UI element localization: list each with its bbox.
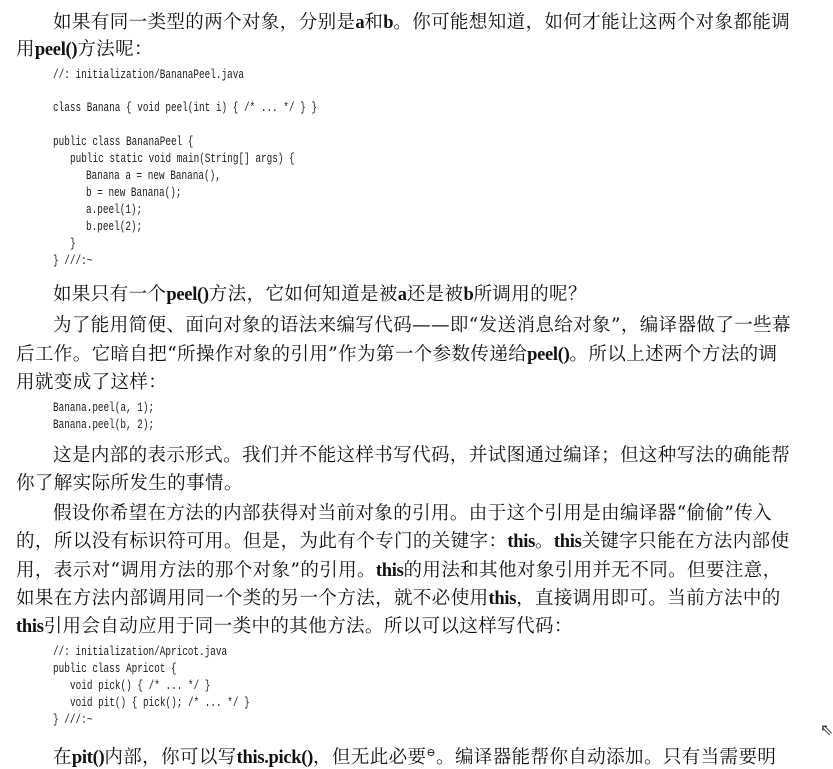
paragraph-line [16,560,782,582]
text-run: 你了解实际所发生的事情。 [16,473,243,494]
bold-term: this [375,561,404,581]
text-run: 关键字只能在方法内部使 [581,531,790,552]
bold-term: a [397,285,407,305]
bold-term: b [463,285,474,305]
bold-term: this [507,532,535,552]
paragraph-line [16,473,243,495]
paragraph-line [16,39,153,61]
bold-term: this [488,589,517,609]
code-line: a.peel(1); [86,202,143,217]
text-run: 用，表示对“调用方法的那个对象”的引用。 [16,560,376,581]
text-run: 和 [364,12,384,33]
paragraph-line [53,315,791,337]
code-line: public class Apricot { [53,661,177,676]
code-line: void pick() { /* ... */ } [70,678,211,693]
text-run: 方法呢： [77,39,153,60]
text-run: 。所以上述两个方法的调 [569,344,778,365]
bold-term: pit() [71,748,105,769]
code-line: Banana.peel(a, 1); [53,400,155,415]
bold-term: this [553,532,582,552]
code-line: } ///:~ [53,712,93,727]
code-line: public static void main(String[] args) { [70,151,295,166]
code-line: //: initialization/BananaPeel.java [53,67,244,82]
text-run: 方法，它如何知道是被 [208,284,398,305]
paragraph-line [16,531,789,553]
paragraph-line [16,616,573,638]
text-run: 如果有同一类型的两个对象，分别是 [53,12,356,33]
text-run: 用 [16,39,35,60]
bold-term: this.pick() [236,748,314,769]
bold-term: peel() [527,345,570,365]
text-run: 。你可能想知道，如何才能让这两个对象都能调 [393,12,791,33]
text-run: 在 [53,747,72,769]
paragraph-line [16,344,777,366]
bold-term: a [355,13,365,33]
code-line: } ///:~ [53,253,93,268]
mouse-cursor-icon: ⇖ [820,720,833,739]
code-line: Banana a = new Banana(), [86,168,221,183]
paragraph-line [53,12,790,34]
code-line: Banana.peel(b, 2); [53,417,155,432]
code-line: class Banana { void peel(int i) { /* ... */ } } [53,100,318,115]
paragraph-line [16,372,167,394]
text-run: 如果只有一个 [53,284,167,305]
text-run: 。编译器能帮你自动添加。只有当需要明 [436,747,777,769]
bold-term: this [16,617,44,637]
text-run: 为了能用简便、面向对象的语法来编写代码——即“发送消息给对象”，编译器做了一些幕 [53,315,791,336]
text-run: 后工作。它暗自把“所操作对象的引用”作为第一个参数传递给 [16,344,528,365]
text-run: 所调用的呢？ [473,284,587,305]
bold-term: peel() [34,40,78,60]
text-run: 还是被 [406,284,464,305]
paragraph-line [53,503,772,525]
text-run: ，但无此必要 [313,747,427,769]
paragraph-line [53,284,587,306]
text-run: 内部，你可以写 [104,747,237,769]
text-run: 的，所以没有标识符可用。但是，为此有个专门的关键字： [16,531,508,552]
text-run: 这是内部的表示形式。我们并不能这样书写代码，并试图通过编译；但这种写法的确能帮 [53,445,791,466]
text-run: 如果在方法内部调用同一个类的另一个方法，就不必使用 [16,588,489,609]
text-run: 假设你希望在方法的内部获得对当前对象的引用。由于这个引用是由编译器“偷偷”传入 [53,503,773,524]
paragraph-line [53,742,776,769]
paragraph-line [16,588,781,610]
code-line: public class BananaPeel { [53,134,194,149]
text-run: 引用会自动应用于同一类中的其他方法。所以可以这样写代码： [43,616,573,637]
bold-term: b [383,13,394,33]
text-run: 用就变成了这样： [16,372,168,393]
text-run: 的用法和其他对象引用并无不同。但要注意， [403,560,782,581]
text-run: 。 [535,531,554,552]
text-run: ，直接调用即可。当前方法中的 [516,588,781,609]
code-line: void pit() { pick(); /* ... */ } [70,695,250,710]
code-line: b.peel(2); [86,219,143,234]
bold-term: peel() [166,285,209,305]
code-line: } [70,236,76,251]
code-line: //: initialization/Apricot.java [53,644,228,659]
footnote-marker: ⊖ [426,746,437,759]
code-line: b = new Banana(); [86,185,182,200]
paragraph-line [53,445,790,467]
